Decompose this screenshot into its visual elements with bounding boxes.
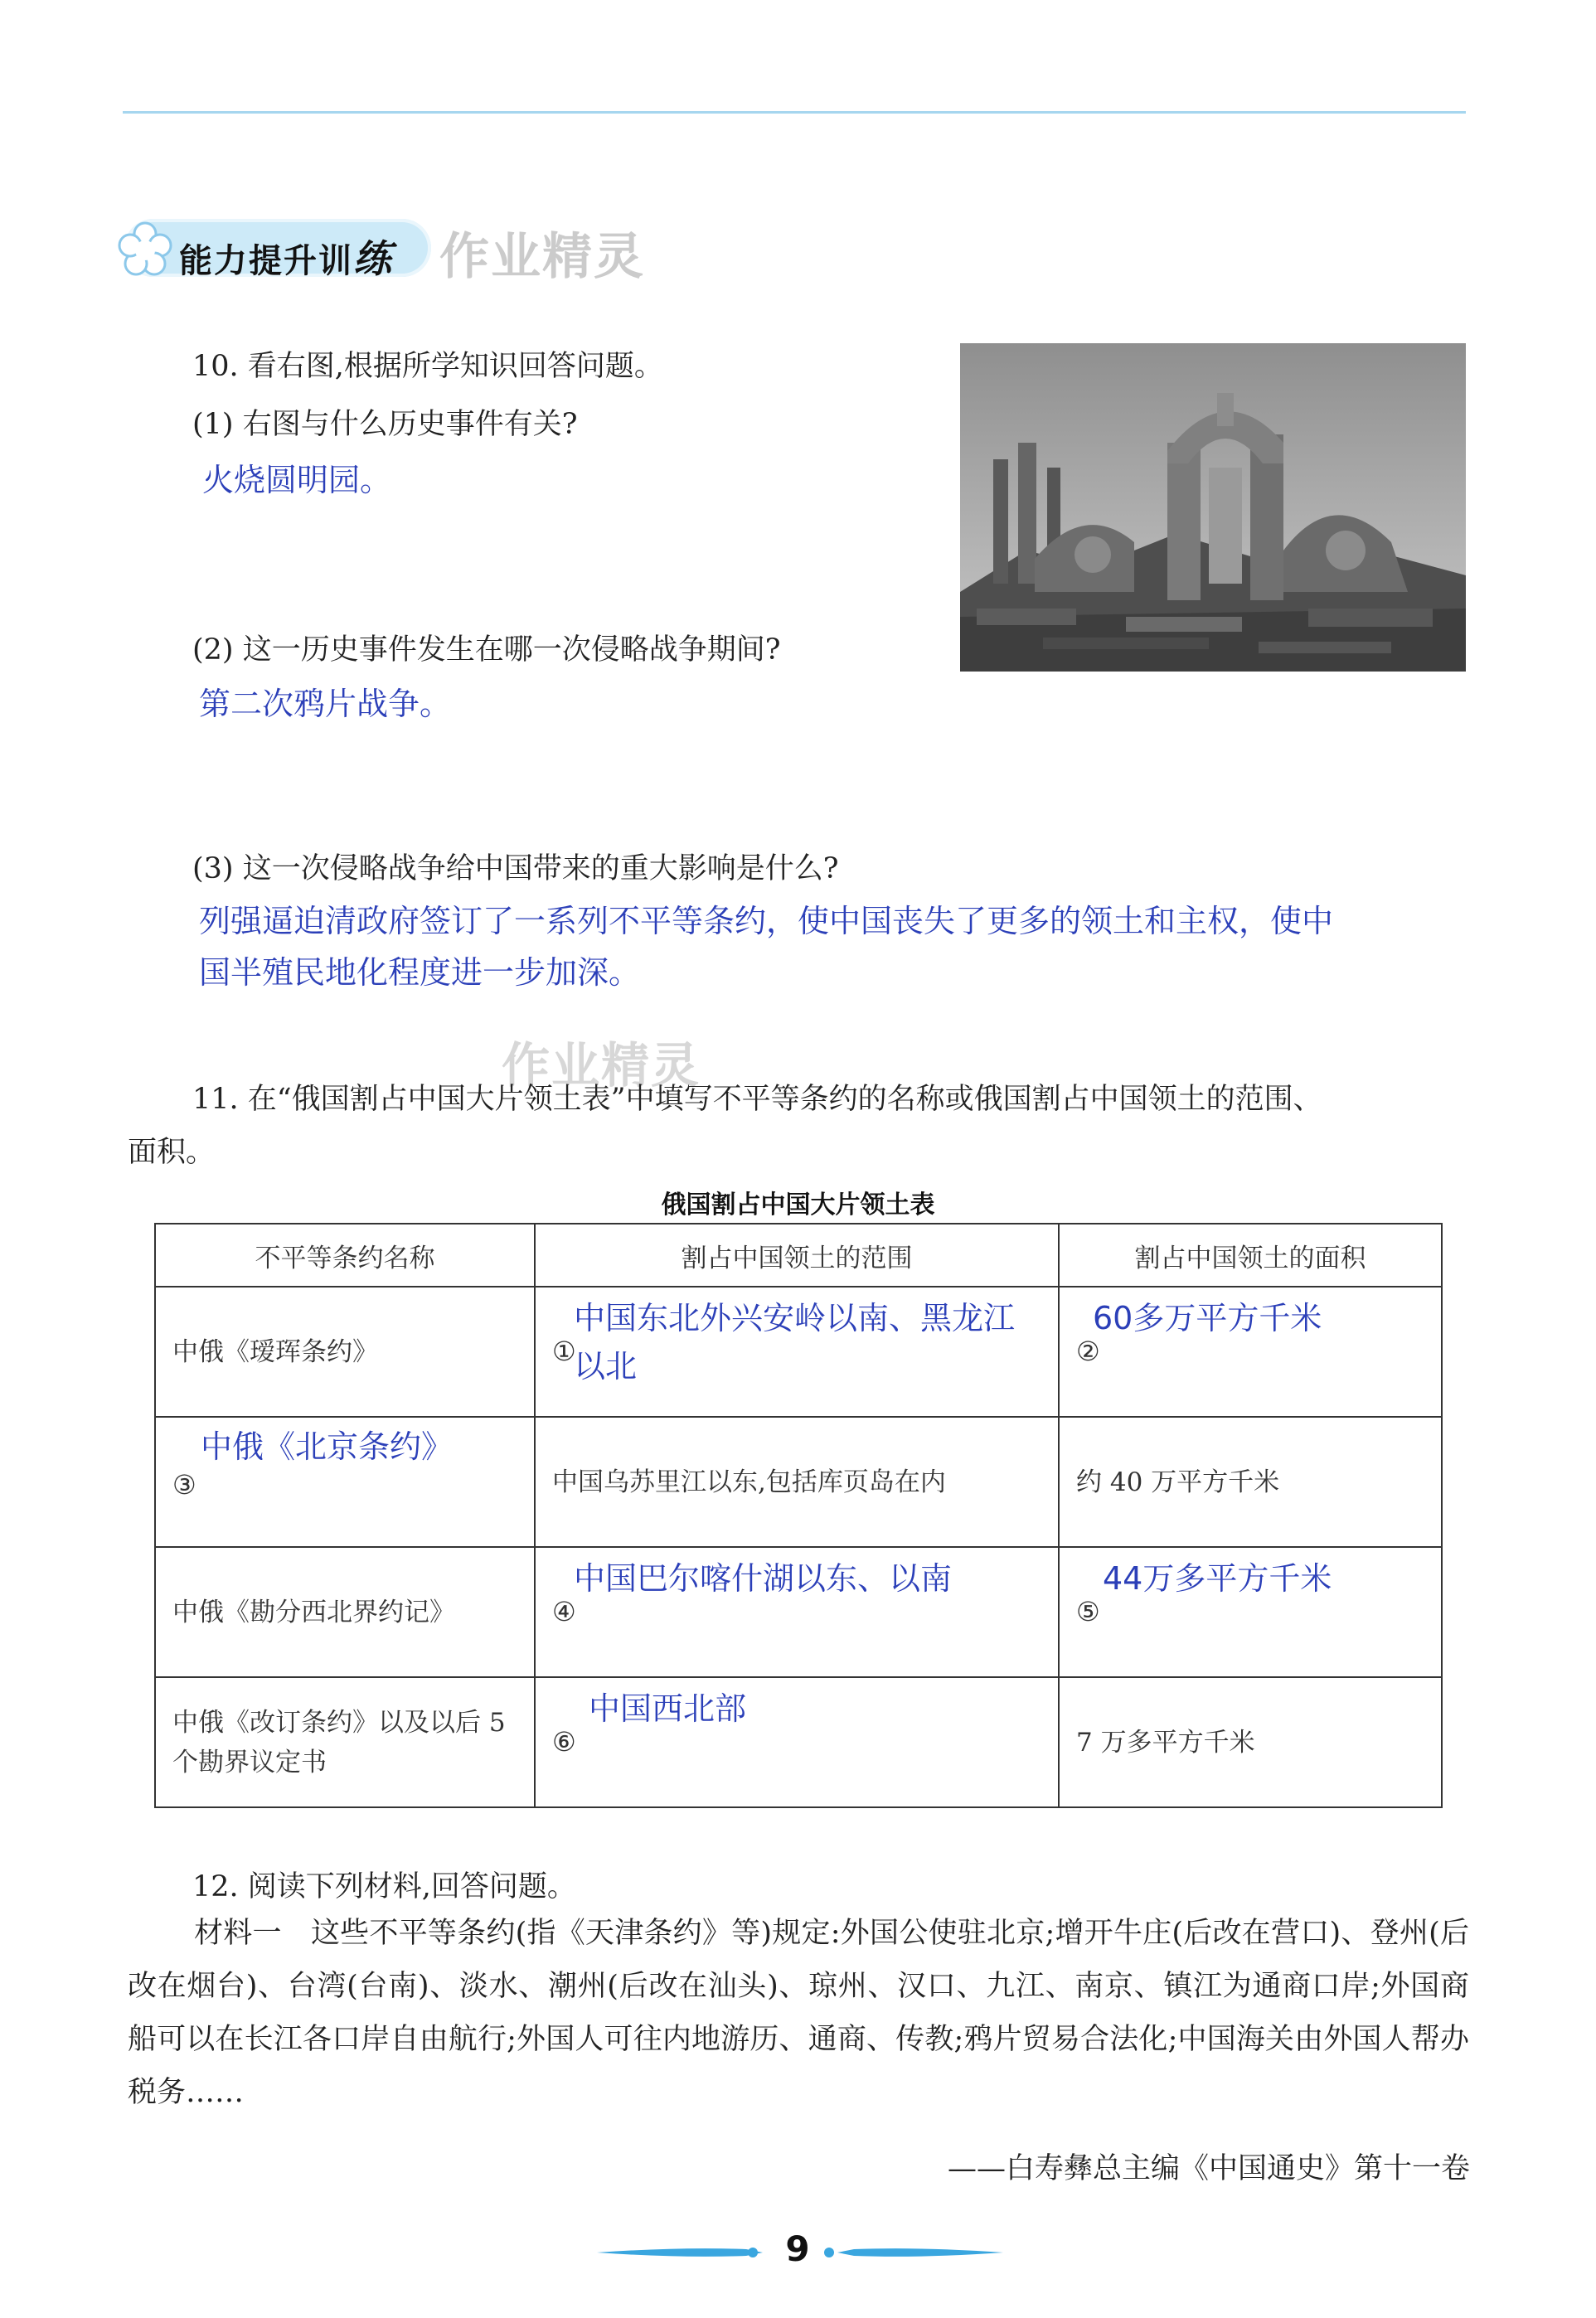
q11-stem-line1: 11. 在“俄国割占中国大片领土表”中填写不平等条约的名称或俄国割占中国领土的范围、 (192, 1083, 1322, 1116)
q11-stem-line2: 面积。 (128, 1136, 216, 1169)
blank-marker: ① (552, 1336, 576, 1367)
ruins-photo (960, 343, 1466, 672)
cell-range (535, 1287, 1059, 1417)
header-treaty: 不平等条约名称 (155, 1224, 535, 1287)
answer-range: 中国西北部 (589, 1690, 747, 1727)
answer-treaty: 中俄《北京条约》 (201, 1428, 454, 1465)
q12-material1: 材料一 这些不平等条约(指《天津条约》等)规定:外国公使驻北京;增开牛庄(后改在营口)、登州(后改在烟台)、台湾(台南)、淡水、潮州(后改在汕头)、琼州、汉口、九江、南京、镇江为通商口岸;外国商船可以在长江各口岸自由航行;外国人可往内地游历、通商、传教;鸦片贸易合法化;中国海关由外国人帮办税务…… (128, 1917, 1469, 2109)
cell-treaty (155, 1417, 535, 1547)
blank-marker: ⑤ (1076, 1596, 1100, 1627)
table-title: 俄国割占中国大片领土表 (661, 1191, 935, 1220)
q10-answer3-line2: 国半殖民地化程度进一步加深。 (199, 954, 641, 991)
header-area: 割占中国领土的面积 (1059, 1224, 1442, 1287)
table-row (155, 1677, 1442, 1807)
page-number: 9 (785, 2228, 810, 2269)
answer-area: 44万多平方千米 (1103, 1560, 1332, 1597)
section-title: 能力提升训练 (179, 236, 393, 281)
cell-range: 中国乌苏里江以东,包括库页岛在内 (535, 1417, 1059, 1547)
watermark-mid: 作业精灵 (502, 1037, 701, 1094)
blank-marker: ④ (552, 1596, 576, 1627)
answer-area: 60多万平方千米 (1093, 1300, 1322, 1336)
q10-answer1: 火烧圆明园。 (202, 462, 392, 498)
answer-range: 中国东北外兴安岭以南、黑龙江以北 (574, 1300, 1016, 1384)
cell-treaty: 中俄《勘分西北界约记》 (155, 1547, 535, 1677)
blank-marker: ③ (172, 1469, 196, 1501)
table-row (155, 1547, 1442, 1677)
q10-sub1: (1) 右图与什么历史事件有关? (192, 408, 578, 441)
cell-treaty: 中俄《改订条约》以及以后 5 个勘界议定书 (155, 1677, 535, 1807)
watermark: 作业精灵 (439, 228, 645, 286)
cell-area (1059, 1287, 1442, 1417)
table-row (155, 1417, 1442, 1547)
q10-sub3: (3) 这一次侵略战争给中国带来的重大影响是什么? (192, 852, 839, 885)
cell-range (535, 1677, 1059, 1807)
table-header-row (155, 1224, 1442, 1287)
flower-ornament-icon (116, 221, 174, 279)
page-footer (0, 2228, 1596, 2278)
cell-treaty: 中俄《瑷珲条约》 (155, 1287, 535, 1417)
territory-table (154, 1223, 1443, 1808)
q10-answer2: 第二次鸦片战争。 (199, 686, 452, 722)
cell-area: 7 万多平方千米 (1059, 1677, 1442, 1807)
q10-stem: 10. 看右图,根据所学知识回答问题。 (192, 350, 663, 383)
answer-range: 中国巴尔喀什湖以东、以南 (574, 1560, 953, 1597)
section-banner (124, 214, 473, 284)
q12-source: ——白寿彝总主编《中国通史》第十一卷 (947, 2152, 1470, 2185)
header-range: 割占中国领土的范围 (535, 1224, 1059, 1287)
cell-area: 约 40 万平方千米 (1059, 1417, 1442, 1547)
table-row (155, 1287, 1442, 1417)
header-rule (123, 111, 1466, 114)
q10-answer3-line1: 列强逼迫清政府签订了一系列不平等条约，使中国丧失了更多的领土和主权，使中 (199, 903, 1334, 939)
q12-stem: 12. 阅读下列材料,回答问题。 (192, 1870, 576, 1903)
q10-sub2: (2) 这一历史事件发生在哪一次侵略战争期间? (192, 633, 781, 667)
cell-range (535, 1547, 1059, 1677)
blank-marker: ② (1076, 1336, 1100, 1367)
blank-marker: ⑥ (552, 1726, 576, 1758)
cell-area (1059, 1547, 1442, 1677)
